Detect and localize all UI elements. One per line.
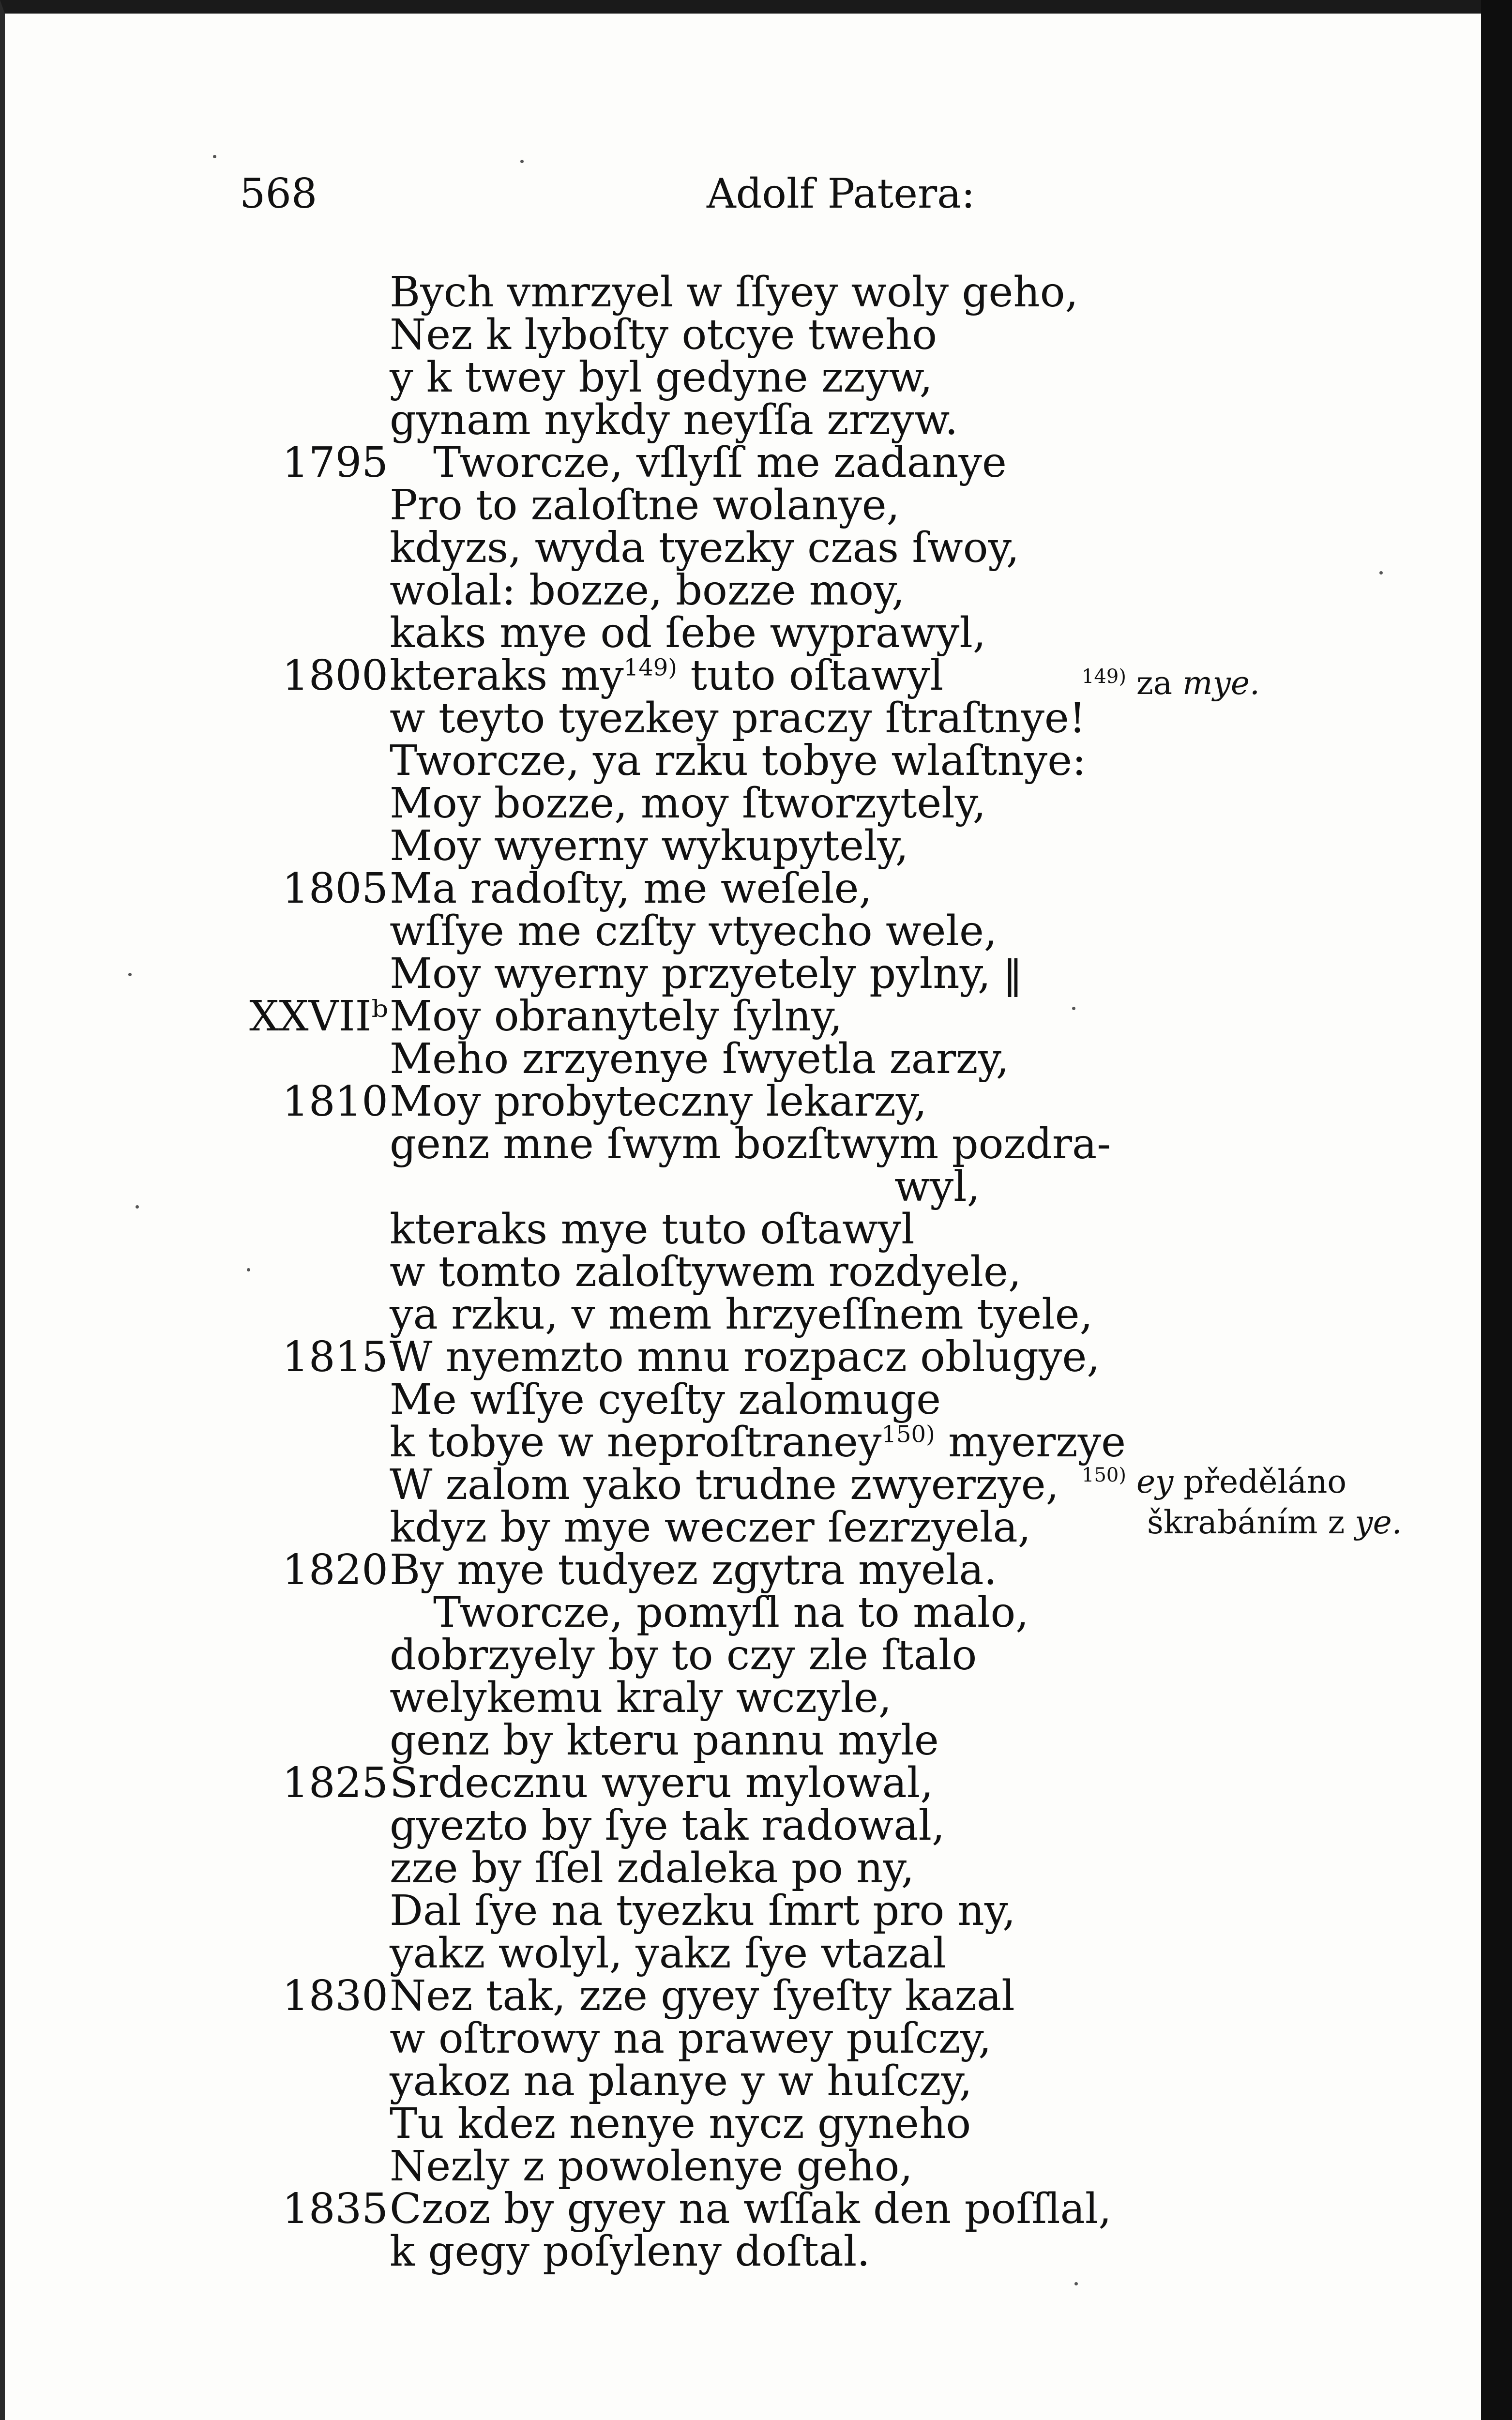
line-text: Tworcze, ya rzku tobye wlaſtnye: [390,737,1087,785]
line-text: W nyemzto mnu rozpacz oblugye, [390,1333,1100,1381]
scan-speck [128,973,132,976]
poem-line [0,2227,1481,2276]
line-text: Pro to zaloſtne wolanye, [390,481,900,529]
line-text: Moy obranytely ſylny, [390,992,843,1041]
line-number: XXVIIᵇ [249,992,388,1041]
poem-line [0,1163,1481,1211]
poem-line [0,353,1481,402]
poem-line [0,2100,1481,2148]
line-text: w teyto tyezkey praczy ſtraſtnye! [390,694,1086,742]
line-text: Nezly z powolenye geho, [390,2142,913,2191]
poem-line [0,1248,1481,1296]
line-text: Ma radoſty, me weſele, [390,864,872,913]
line-text: kdyz by mye weczer ſezrzyela, [390,1503,1031,1552]
footnote-ref: 149) [623,654,678,681]
poem-line [0,311,1481,359]
line-text: Dal ſye na tyezku ſmrt pro ny, [390,1887,1016,1935]
poem-line [0,566,1481,615]
line-text: ya rzku, v mem hrzyeſſnem tyele, [390,1290,1093,1339]
line-text: Tworcze, pomyſl na to malo, [433,1588,1029,1637]
line-text: y k twey byl gedyne zzyw, [390,353,933,402]
poem-line [0,481,1481,529]
poem-line [0,1588,1481,1637]
line-text: Tworcze, vſlyſſ me zadanye [433,439,1007,487]
poem-line [0,737,1481,785]
line-number: 1830 [282,1972,388,2020]
line-text: kaks mye od ſebe wyprawyl, [390,609,986,657]
scan-speck [1074,2282,1078,2285]
line-text: welykemu kraly wczyle, [390,1674,892,1722]
line-text: wſſye me czſty vtyecho wele, [390,907,998,955]
poem-line [0,1418,1481,1467]
line-text: Moy bozze, moy ſtworzytely, [390,779,986,828]
line-text: Moy probyteczny lekarzy, [390,1077,927,1126]
line-text: dobrzyely by to czy zle ſtalo [390,1631,977,1679]
poem-line [0,524,1481,572]
line-text: gynam nykdy neyſſa zrzyw. [390,396,958,444]
poem-line [0,1887,1481,1935]
poem-line [0,864,1481,913]
running-head: Adolf Patera: [707,170,975,217]
line-text: w tomto zaloſtywem rozdyele, [390,1248,1022,1296]
poem-line [0,268,1481,317]
line-text: wolal: bozze, bozze moy, [390,566,905,615]
line-text: gyezto by ſye tak radowal, [390,1801,945,1850]
line-text: Moy wyerny wykupytely, [390,822,909,870]
line-number: 1810 [282,1077,388,1126]
line-text: Moy wyerny przyetely pylny, ‖ [390,950,1023,998]
line-text: Czoz by gyey na wſſak den poſſlal, [390,2185,1112,2233]
line-number: 1805 [282,864,388,913]
folio-break-mark: ‖ [991,952,1023,997]
line-text: genz by kteru pannu myle [390,1716,939,1765]
line-text: wyl, [894,1163,980,1211]
poem-line [0,1077,1481,1126]
poem-line [0,1759,1481,1807]
line-text: Nez k lyboſty otcye tweho [390,311,937,359]
line-text: Bych vmrzyel w ſſyey woly geho, [390,268,1078,317]
line-number: 1820 [282,1546,388,1594]
line-text: kteraks $my^{149)}$ tuto oſtawyl [390,651,944,700]
line-text: Nez tak, zze gyey ſyeſty kazal [390,1972,1015,2020]
line-number: 1800 [282,651,388,700]
scan-speck [213,155,216,158]
line-number: 1795 [282,439,388,487]
footnote-150-continuation: škrabáním z ye. [1147,1504,1402,1541]
line-text: yakoz na planye y w huſczy, [390,2057,972,2105]
scan-speck [247,1268,250,1271]
poem-line [0,609,1481,657]
line-text: Tu kdez nenye nycz gyneho [390,2100,971,2148]
poem-line [0,992,1481,1041]
line-text: yakz wolyl, yakz ſye vtazal [390,1929,947,1978]
poem-line [0,1290,1481,1339]
poem-line [0,2057,1481,2105]
poem-text [0,268,1481,2276]
scan-speck [1379,571,1383,575]
footnote-149: $^{149)}$ za mye. [1082,665,1260,702]
line-text: Meho zrzyenye ſwyetla zarzy, [390,1035,1009,1083]
poem-line [0,396,1481,444]
poem-line [0,1376,1481,1424]
poem-line [0,779,1481,828]
line-text: By mye tudyez zgytra myela. [390,1546,997,1594]
poem-line [0,907,1481,955]
poem-line [0,1546,1481,1594]
poem-line [0,1972,1481,2020]
line-text: zze by ſſel zdaleka po ny, [390,1844,915,1892]
poem-line [0,1120,1481,1168]
scan-right-edge [1481,0,1512,2420]
poem-line [0,2014,1481,2063]
poem-line [0,2142,1481,2191]
line-text: kteraks mye tuto oſtawyl [390,1205,915,1254]
poem-line [0,822,1481,870]
line-text: Me wſſye cyeſty zalomuge [390,1376,941,1424]
line-text: W zalom yako trudne zwyerzye, [390,1461,1059,1509]
line-text: genz mne ſwym bozſtwym pozdra- [390,1120,1111,1168]
poem-line [0,1674,1481,1722]
poem-line [0,1844,1481,1892]
line-number: 1815 [282,1333,388,1381]
poem-line [0,1929,1481,1978]
scan-speck [1072,1007,1075,1010]
line-number: 1835 [282,2185,388,2233]
poem-line [0,1333,1481,1381]
poem-line [0,950,1481,998]
poem-line [0,2185,1481,2233]
footnote-150: $^{150)}$ ey předěláno [1082,1463,1347,1500]
poem-line [0,1205,1481,1254]
line-text: kdyzs, wyda tyezky czas ſwoy, [390,524,1020,572]
poem-line [0,1631,1481,1679]
line-text: k gegy poſyleny doſtal. [390,2227,870,2276]
scan-speck [136,1205,139,1209]
poem-line [0,1035,1481,1083]
scan-speck [520,160,524,163]
line-text: Srdecznu wyeru mylowal, [390,1759,934,1807]
line-text: w oſtrowy na prawey puſczy, [390,2014,992,2063]
line-number: 1825 [282,1759,388,1807]
poem-line [0,439,1481,487]
poem-line [0,1801,1481,1850]
poem-line [0,1716,1481,1765]
footnote-ref: 150) [881,1421,935,1448]
page-number: 568 [240,170,318,217]
line-text: k tobye w neproſtraney$^{150)}$ myerzye [390,1418,1126,1467]
